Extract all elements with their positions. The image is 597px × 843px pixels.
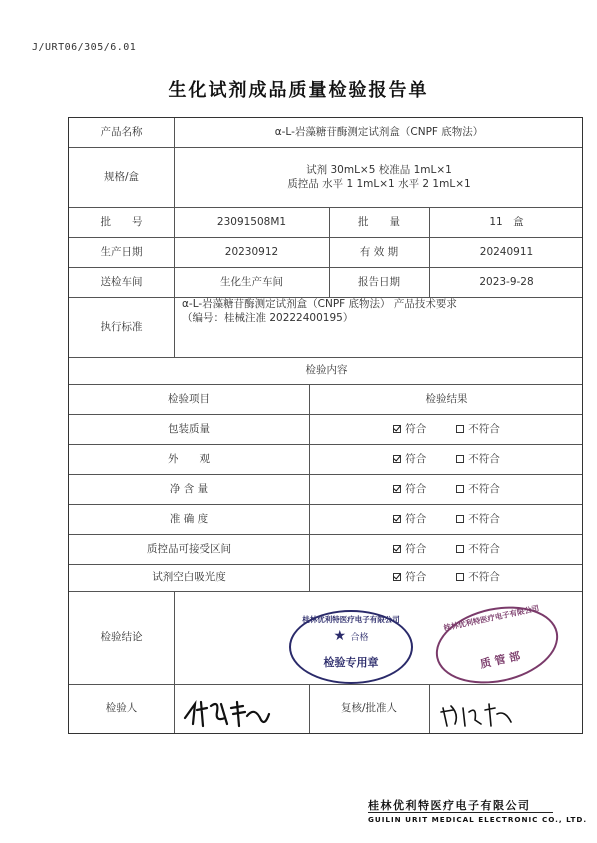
pass-checkbox-checked-icon: [393, 573, 401, 581]
seal-pass-tag: 合格: [350, 633, 369, 643]
quantity-value: 11 盒: [489, 215, 524, 228]
quantity-label: 批 量: [358, 215, 400, 228]
fail-label: 不符合: [468, 571, 500, 584]
standard-line-2: （编号：桂械注准 20222400195）: [182, 312, 354, 325]
pass-label: 符合: [405, 571, 427, 584]
document-number: J/URT06/305/6.01: [32, 42, 137, 53]
product-name-value: α-L-岩藻糖苷酶测定试剂盒（CNPF 底物法）: [274, 126, 484, 139]
inspection-item-name: 质控品可接受区间: [147, 542, 231, 555]
inspection-item-result: [309, 474, 584, 504]
pass-label: 符合: [405, 482, 427, 495]
inspection-item-name: 包装质量: [168, 422, 210, 435]
pass-label: 符合: [405, 512, 427, 525]
inspection-item-name: 试剂空白吸光度: [152, 571, 226, 584]
report-title: 生化试剂成品质量检验报告单: [168, 80, 429, 101]
fail-checkbox-icon: [456, 455, 464, 463]
seal-company-text: 桂林优利特医疗电子有限公司: [302, 615, 400, 624]
inspection-item-result: [309, 504, 584, 534]
standard-line-1: α-L-岩藻糖苷酶测定试剂盒（CNPF 底物法） 产品技术要求: [182, 298, 457, 310]
expiry-value: 20240911: [479, 245, 534, 258]
spec-value: [174, 147, 584, 207]
batch-label: 批 号: [100, 215, 143, 228]
standard-value: [174, 297, 584, 357]
standard-label: 执行标准: [100, 320, 143, 333]
pass-checkbox-checked-icon: [393, 485, 401, 493]
inspection-item-result: [309, 414, 584, 444]
workshop-label: 送检车间: [100, 275, 143, 288]
quality-dept-seal: [429, 596, 566, 694]
product-name-label: 产品名称: [100, 126, 143, 139]
fail-checkbox-icon: [456, 485, 464, 493]
production-date-label: 生产日期: [100, 245, 143, 258]
fail-checkbox-icon: [456, 515, 464, 523]
pass-checkbox-checked-icon: [393, 545, 401, 553]
fail-label: 不符合: [468, 512, 500, 525]
inspection-item-header: 检验项目: [168, 392, 210, 405]
inspection-item-result: [309, 564, 584, 591]
inspection-item-name: 准 确 度: [169, 512, 209, 525]
fail-label: 不符合: [468, 542, 500, 555]
inspection-item-result: [309, 444, 584, 474]
inspection-section-title: 检验内容: [305, 364, 348, 377]
production-date-value: 20230912: [224, 245, 279, 258]
inspection-item-name: 净 含 量: [169, 482, 209, 495]
fail-checkbox-icon: [456, 573, 464, 581]
footer-divider: [368, 812, 553, 813]
inspection-seal: [289, 610, 413, 684]
fail-checkbox-icon: [456, 425, 464, 433]
seal-company-text: 桂林优利特医疗电子有限公司: [442, 603, 540, 633]
reviewer-signature: [437, 700, 517, 730]
pass-label: 符合: [405, 542, 427, 555]
batch-value: 23091508M1: [216, 215, 287, 228]
spec-line-1: 试剂 30mL×5 校准品 1mL×1: [306, 163, 452, 176]
spec-line-2: 质控品 水平 1 1mL×1 水平 2 1mL×1: [287, 178, 471, 190]
inspector-signature: [181, 696, 271, 730]
footer-company-en: GUILIN URIT MEDICAL ELECTRONIC CO., LTD.: [368, 815, 588, 824]
fail-checkbox-icon: [456, 545, 464, 553]
footer-company-cn: 桂林优利特医疗电子有限公司: [368, 799, 531, 812]
column-divider: [429, 684, 430, 733]
fail-label: 不符合: [468, 452, 500, 465]
reviewer-label: 复核/批准人: [340, 702, 398, 715]
pass-checkbox-checked-icon: [393, 515, 401, 523]
conclusion-label: 检验结论: [100, 631, 143, 644]
inspector-label: 检验人: [105, 702, 138, 715]
report-date-label: 报告日期: [358, 275, 400, 288]
pass-label: 符合: [405, 422, 427, 435]
fail-label: 不符合: [468, 422, 500, 435]
seal-main-text: 质 管 部: [478, 649, 522, 671]
column-divider: [174, 591, 175, 733]
seal-main-text: 检验专用章: [323, 656, 379, 669]
report-date-value: 2023-9-28: [479, 275, 534, 288]
workshop-value: 生化生产车间: [220, 275, 283, 288]
pass-label: 符合: [405, 452, 427, 465]
spec-label: 规格/盒: [103, 170, 140, 183]
inspection-result-header: 检验结果: [425, 392, 468, 405]
pass-checkbox-checked-icon: [393, 455, 401, 463]
report-table: [68, 117, 583, 734]
expiry-label: 有 效 期: [359, 245, 399, 258]
inspection-item-result: [309, 534, 584, 564]
pass-checkbox-checked-icon: [393, 425, 401, 433]
seal-star-icon: ★ 合格: [333, 628, 369, 644]
fail-label: 不符合: [468, 482, 500, 495]
inspection-item-name: 外 观: [168, 452, 210, 465]
